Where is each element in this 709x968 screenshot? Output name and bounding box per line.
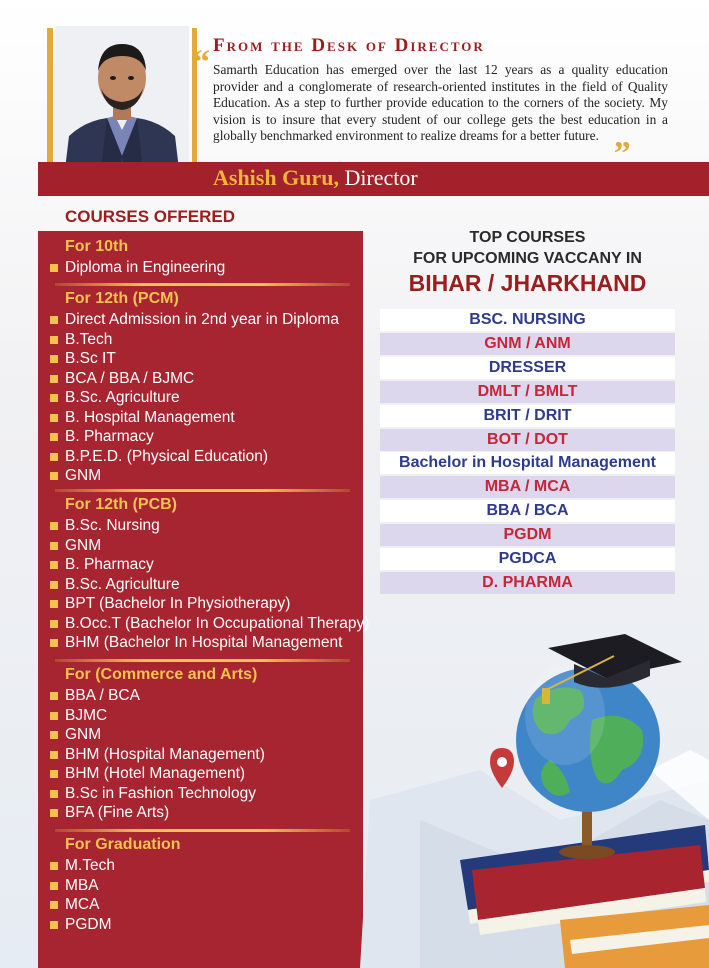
director-role: Director — [344, 165, 418, 190]
bullet-icon — [50, 731, 58, 739]
course-item — [50, 448, 268, 466]
course-item — [50, 350, 116, 368]
course-item — [50, 595, 290, 613]
course-section-title: For Graduation — [65, 836, 181, 853]
top-course-row: GNM / ANM — [380, 333, 675, 355]
bullet-icon — [50, 770, 58, 778]
top-course-row: BSC. NURSING — [380, 309, 675, 331]
course-item-label: BHM (Hotel Management) — [65, 765, 246, 783]
section-divider — [55, 489, 350, 492]
course-item-label: B.Sc. Agriculture — [65, 575, 180, 593]
course-item — [50, 877, 99, 895]
bullet-icon — [50, 862, 58, 870]
course-item — [50, 537, 101, 555]
course-item-label: BJMC — [65, 706, 108, 724]
course-item — [50, 916, 112, 934]
bullet-icon — [50, 375, 58, 383]
bullet-icon — [50, 692, 58, 700]
bullet-icon — [50, 264, 58, 272]
bullet-icon — [50, 542, 58, 550]
course-item-label: Direct Admission in 2nd year in Diploma — [65, 311, 339, 328]
course-item-label: BPT (Bachelor In Physiotherapy) — [65, 595, 291, 613]
quote-close-icon: „ — [614, 118, 631, 155]
course-item — [50, 765, 245, 783]
course-section-title: For 12th (PCB) — [65, 496, 177, 513]
top-courses-line2: FOR UPCOMING VACCANY IN — [413, 250, 642, 267]
bullet-icon — [50, 809, 58, 817]
director-name: Ashish Guru, — [213, 165, 339, 190]
top-courses-line1: TOP COURSES — [469, 229, 586, 246]
course-item-label: B. Pharmacy — [65, 428, 154, 446]
top-course-row: MBA / MCA — [380, 476, 675, 498]
section-divider — [55, 659, 350, 662]
course-item-label: BHM (Bachelor In Hospital Management — [65, 634, 343, 652]
course-section-title: For (Commerce and Arts) — [65, 666, 258, 683]
bullet-icon — [50, 336, 58, 344]
top-courses-heading — [380, 227, 675, 269]
bullet-icon — [50, 620, 58, 628]
course-item — [50, 707, 107, 725]
course-item-label: BBA / BCA — [65, 687, 140, 704]
course-item — [50, 370, 194, 388]
top-course-row: DMLT / BMLT — [380, 381, 675, 403]
course-item-label: B.Sc. Nursing — [65, 517, 160, 534]
course-item — [50, 634, 342, 652]
course-item — [50, 785, 256, 803]
bullet-icon — [50, 751, 58, 759]
quote-open-icon: “ — [193, 44, 210, 81]
course-item — [50, 556, 154, 574]
course-item — [50, 259, 225, 277]
bullet-icon — [50, 561, 58, 569]
course-item-label: BFA (Fine Arts) — [65, 804, 170, 822]
course-item-label: M.Tech — [65, 857, 115, 874]
course-item-label: PGDM — [65, 915, 112, 933]
bullet-icon — [50, 355, 58, 363]
bullet-icon — [50, 921, 58, 929]
course-item — [50, 896, 99, 914]
course-item-label: GNM — [65, 536, 102, 554]
bullet-icon — [50, 522, 58, 530]
course-item-label: MCA — [65, 896, 100, 914]
course-item — [50, 467, 101, 485]
top-course-row: BOT / DOT — [380, 429, 675, 451]
course-item — [50, 687, 140, 705]
course-item-label: GNM — [65, 726, 102, 744]
course-item-label: B.Sc IT — [65, 350, 116, 368]
bullet-icon — [50, 394, 58, 402]
top-course-row: Bachelor in Hospital Management — [380, 452, 675, 474]
course-item — [50, 311, 339, 329]
course-item-label: B.Sc in Fashion Technology — [65, 784, 256, 802]
course-item-label: B.Sc. Agriculture — [65, 389, 180, 407]
course-item-label: B.P.E.D. (Physical Education) — [65, 447, 269, 465]
bullet-icon — [50, 712, 58, 720]
course-item — [50, 389, 180, 407]
course-item-label: GNM — [65, 467, 102, 485]
top-course-row: D. PHARMA — [380, 572, 675, 594]
courses-heading: COURSES OFFERED — [65, 207, 236, 226]
course-item — [50, 746, 265, 764]
course-item — [50, 857, 115, 875]
course-item — [50, 726, 101, 744]
bullet-icon — [50, 453, 58, 461]
course-item — [50, 576, 180, 594]
course-item — [50, 409, 235, 427]
bullet-icon — [50, 581, 58, 589]
top-course-row: BRIT / DRIT — [380, 405, 675, 427]
bullet-icon — [50, 901, 58, 909]
course-item-label: MBA — [65, 876, 99, 894]
course-item — [50, 804, 169, 822]
course-item-label: B. Pharmacy — [65, 556, 154, 574]
bullet-icon — [50, 882, 58, 890]
bullet-icon — [50, 472, 58, 480]
course-item-label: BCA / BBA / BJMC — [65, 369, 195, 387]
director-message: Samarth Education has emerged over the last 12 years as a quality education provider and a conglomerate of research-oriented institutes in the field of Quality Education. As a step to further provide education to the corners of the society. My vision is to insure that every student of our college gets the best education in a globally benchmarked environment to realize dreams for a better future. — [213, 62, 668, 143]
course-section-title: For 10th — [65, 238, 129, 255]
top-courses-state: BIHAR / JHARKHAND — [408, 270, 647, 296]
bullet-icon — [50, 433, 58, 441]
course-item-label: B. Hospital Management — [65, 408, 235, 426]
bullet-icon — [50, 414, 58, 422]
top-course-row: DRESSER — [380, 357, 675, 379]
course-item — [50, 615, 369, 633]
course-item — [50, 517, 160, 535]
top-course-row: BBA / BCA — [380, 500, 675, 522]
section-divider — [55, 829, 350, 832]
director-signature — [213, 165, 418, 191]
course-item-label: B.Tech — [65, 330, 113, 348]
bullet-icon — [50, 316, 58, 324]
bullet-icon — [50, 600, 58, 608]
course-item-label: B.Occ.T (Bachelor In Occupational Therapy) — [65, 614, 370, 632]
section-divider — [55, 283, 350, 286]
course-item-label: BHM (Hospital Management) — [65, 745, 265, 763]
bullet-icon — [50, 790, 58, 798]
top-course-row: PGDM — [380, 524, 675, 546]
desk-title: From the Desk of Director — [213, 35, 485, 56]
course-item — [50, 428, 154, 446]
education-illustration — [360, 620, 709, 968]
top-course-row: PGDCA — [380, 548, 675, 570]
bullet-icon — [50, 639, 58, 647]
course-item — [50, 331, 112, 349]
course-section-title: For 12th (PCM) — [65, 290, 179, 307]
course-item-label: Diploma in Engineering — [65, 259, 226, 276]
